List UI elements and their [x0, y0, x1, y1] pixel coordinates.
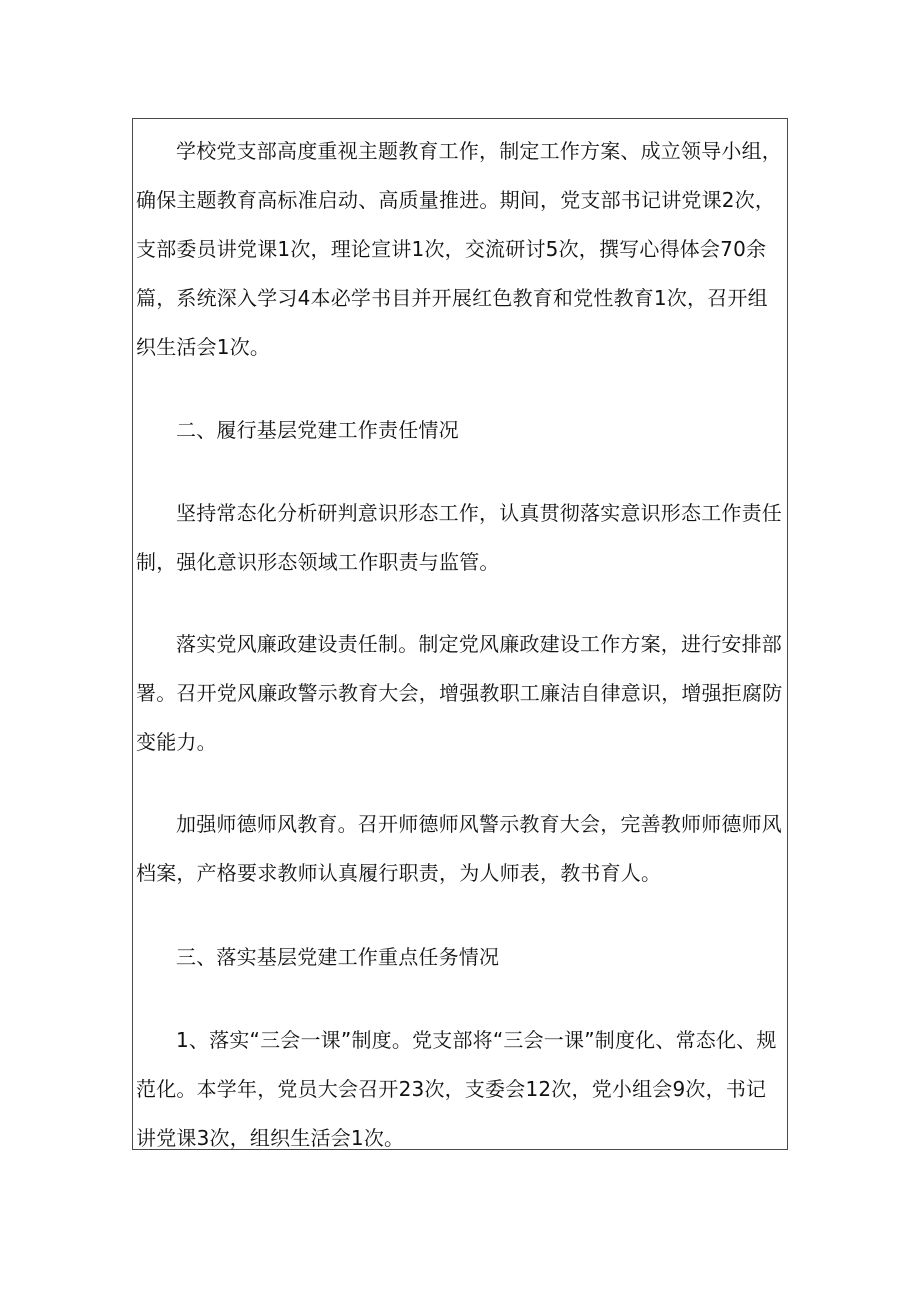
paragraph-teacher-ethics: 加强师德师风教育。召开师德师风警示教育大会，完善教师师德师风档案，产格要求教师认真履行职责，为人师表，教书育人。	[136, 812, 782, 885]
section-heading-2: 二、履行基层党建工作责任情况	[176, 418, 459, 442]
paragraph-ideology: 坚持常态化分析研判意识形态工作，认真贯彻落实意识形态工作责任制，强化意识形态领域工作职责与监管。	[136, 501, 782, 574]
paragraph-theme-education: 学校党支部高度重视主题教育工作，制定工作方案、成立领导小组，确保主题教育高标准启动、高质量推进。期间，党支部书记讲党课2次，支部委员讲党课1次，理论宣讲1次，交流研讨5次，撰写心得体会70余篇，系统深入学习4本必学书目并开展红色教育和党性教育1次，召开组织生活会1次。	[136, 139, 782, 359]
paragraph-anticorruption: 落实党风廉政建设责任制。制定党风廉政建设工作方案，进行安排部署。召开党风廉政警示教育大会，增强教职工廉洁自律意识，增强拒腐防变能力。	[136, 632, 783, 754]
section-heading-3: 三、落实基层党建工作重点任务情况	[176, 945, 500, 969]
paragraph-three-meetings: 1、落实“三会一课”制度。党支部将“三会一课”制度化、常态化、规范化。本学年，党员大会召开23次，支委会12次，党小组会9次，书记讲党课3次，组织生活会1次。	[136, 1028, 777, 1150]
